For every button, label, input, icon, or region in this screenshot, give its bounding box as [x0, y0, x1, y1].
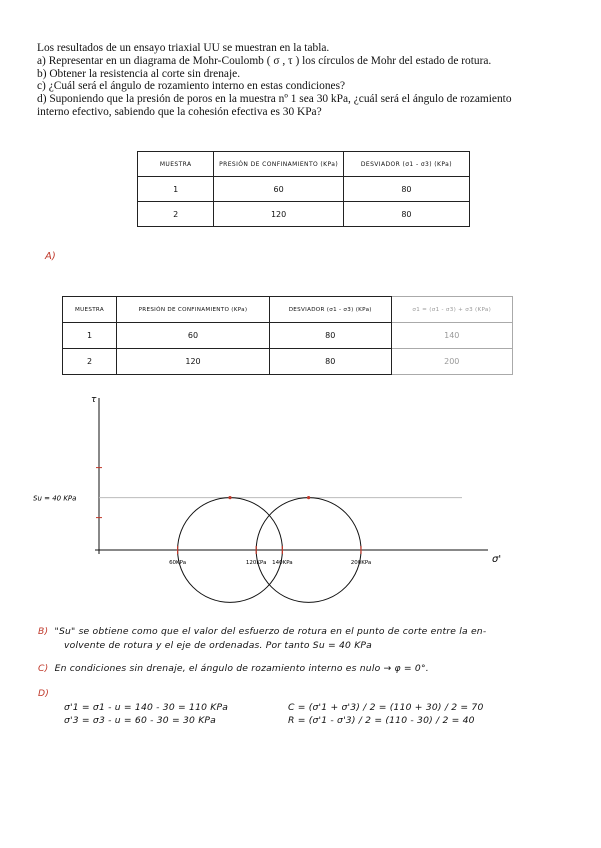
table-cell: 200: [391, 349, 513, 375]
table-row: [138, 177, 470, 202]
table-cell: 2: [63, 349, 117, 375]
col-header-confining-pressure: PRESIÓN DE CONFINAMIENTO (KPa): [117, 297, 270, 323]
problem-statement: [37, 42, 577, 119]
table-cell: 2: [138, 202, 214, 227]
table-cell: 80: [343, 177, 469, 202]
answer-d-line3: C = (σ'1 + σ'3) / 2 = (110 + 30) / 2 = 70: [288, 702, 484, 713]
answer-c-label: C): [38, 663, 49, 674]
su-label: Su = 40 KPa: [33, 494, 77, 503]
table-cell: 80: [270, 323, 392, 349]
mohr-diagram: [0, 380, 601, 610]
table-cell: 60: [117, 323, 270, 349]
answer-a-label: A): [45, 251, 56, 262]
table-cell: 120: [117, 349, 270, 375]
answer-b-label: B): [38, 626, 49, 637]
col-header-deviator: DESVIADOR (σ1 - σ3) (KPa): [343, 152, 469, 177]
x-tick-label: 140KPa: [272, 560, 293, 566]
col-header-sample: MUESTRA: [63, 297, 117, 323]
x-tick-label: 60KPa: [169, 560, 187, 566]
statement-d-line2: interno efectivo, sabiendo que la cohesión efectiva es 30 KPa?: [37, 105, 322, 118]
table-row: [63, 323, 513, 349]
x-tick-label: 120KPa: [245, 560, 267, 566]
table-header-row: [138, 152, 470, 177]
table-cell: 140: [391, 323, 513, 349]
answer-d-label: D): [38, 688, 50, 699]
answer-c-text: En condiciones sin drenaje, el ángulo de rozamiento interno es nulo → φ = 0°.: [54, 663, 429, 674]
col-header-sigma1: σ1 = (σ1 - σ3) + σ3 (KPa): [391, 297, 513, 323]
statement-intro: Los resultados de un ensayo triaxial UU se muestran en la tabla.: [37, 42, 330, 54]
statement-c: c) ¿Cuál será el ángulo de rozamiento interno en estas condiciones?: [37, 80, 346, 93]
statement-b: b) Obtener la resistencia al corte sin drenaje.: [37, 67, 241, 80]
table-cell: 120: [214, 202, 343, 227]
answer-d-line1: σ'1 = σ1 - u = 140 - 30 = 110 KPa: [64, 702, 229, 713]
col-header-deviator: DESVIADOR (σ1 - σ3) (KPa): [270, 297, 392, 323]
statement-a: a) Representar en un diagrama de Mohr-Coulomb ( σ , τ ) los círculos de Mohr del estado de rotura.: [37, 54, 492, 67]
tau-axis-label: τ: [91, 395, 97, 405]
circle-top-point: [307, 496, 310, 499]
table-cell: 80: [343, 202, 469, 227]
results-table: [62, 296, 513, 375]
table-row: [138, 202, 470, 227]
table-row: [63, 349, 513, 375]
answer-d-line4: R = (σ'1 - σ'3) / 2 = (110 - 30) / 2 = 40: [288, 715, 475, 726]
answer-d-line2: σ'3 = σ3 - u = 60 - 30 = 30 KPa: [64, 715, 217, 726]
table-cell: 1: [63, 323, 117, 349]
answer-b-line1: "Su" se obtiene como que el valor del esfuerzo de rotura en el punto de corte entre la en-: [54, 626, 487, 637]
table-cell: 1: [138, 177, 214, 202]
circle-top-point: [228, 496, 231, 499]
data-table: [137, 151, 470, 227]
sigma-axis-label: σ': [492, 554, 502, 565]
x-tick-label: 200KPa: [350, 560, 372, 566]
statement-d-line1: d) Suponiendo que la presión de poros en la muestra nº 1 sea 30 kPa, ¿cuál será el ángulo de rozamiento: [37, 93, 512, 106]
col-header-sample: MUESTRA: [138, 152, 214, 177]
table-header-row: [63, 297, 513, 323]
chart-marks: [96, 468, 371, 603]
table-cell: 60: [214, 177, 343, 202]
table-cell: 80: [270, 349, 392, 375]
col-header-confining-pressure: PRESIÓN DE CONFINAMIENTO (KPa): [214, 152, 343, 177]
answer-b-line2: volvente de rotura y el eje de ordenadas. Por tanto Su = 40 KPa: [64, 640, 373, 651]
